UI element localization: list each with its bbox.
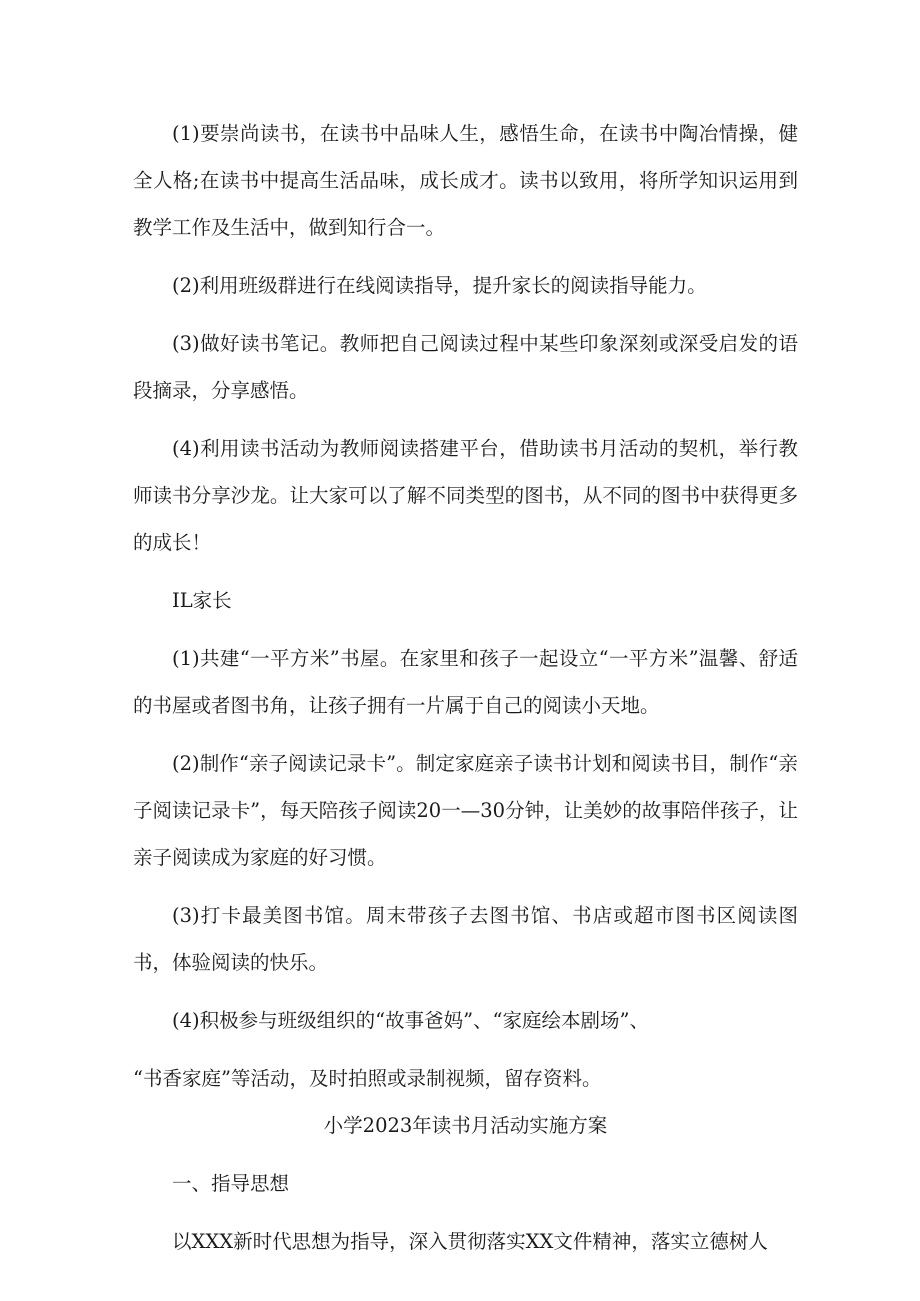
parent-item-1: (1)共建“一平方米”书屋。在家里和孩子一起设立“一平方米”温馨、舒适的书屋或者图书角，让孩子拥有一片属于自己的阅读小天地。	[133, 647, 798, 717]
teacher-item-2: (2)利用班级群进行在线阅读指导，提升家长的阅读指导能力。	[172, 274, 707, 297]
parent-item-2: (2)制作“亲子阅读记录卡”。制定家庭亲子读书计划和阅读书目，制作“亲子阅读记录卡”，每天陪孩子阅读20一—30分钟，让美妙的故事陪伴孩子，让亲子阅读成为家庭的好习惯。	[133, 752, 798, 869]
document-title: 小学2023年读书月活动实施方案	[323, 1114, 608, 1137]
teacher-item-1: (1)要崇尚读书，在读书中品味人生，感悟生命，在读书中陶冶情操，健全人格;在读书中提高生活品味，成长成才。读书以致用，将所学知识运用到教学工作及生活中，做到知行合一。	[133, 122, 798, 239]
section-heading-guiding-ideology: 一、指导思想	[172, 1172, 290, 1195]
guiding-ideology-text: 以XXX新时代思想为指导，深入贯彻落实XX文件精神，落实立德树人	[172, 1230, 768, 1253]
parent-item-4: (4)积极参与班级组织的“故事爸妈”、“家庭绘本剧场”、	[172, 1009, 649, 1032]
section-heading-parents: IL家长	[172, 589, 232, 612]
parent-item-4-continued: “书香家庭”等活动，及时拍照或录制视频，留存资料。	[133, 1067, 602, 1090]
parent-item-3: (3)打卡最美图书馆。周末带孩子去图书馆、书店或超市图书区阅读图书，体验阅读的快乐。	[133, 904, 798, 974]
document-body	[133, 110, 798, 1265]
teacher-item-3: (3)做好读书笔记。教师把自己阅读过程中某些印象深刻或深受启发的语段摘录，分享感悟。	[133, 332, 798, 402]
teacher-item-4: (4)利用读书活动为教师阅读搭建平台，借助读书月活动的契机，举行教师读书分享沙龙。让大家可以了解不同类型的图书，从不同的图书中获得更多的成长！	[133, 437, 798, 554]
